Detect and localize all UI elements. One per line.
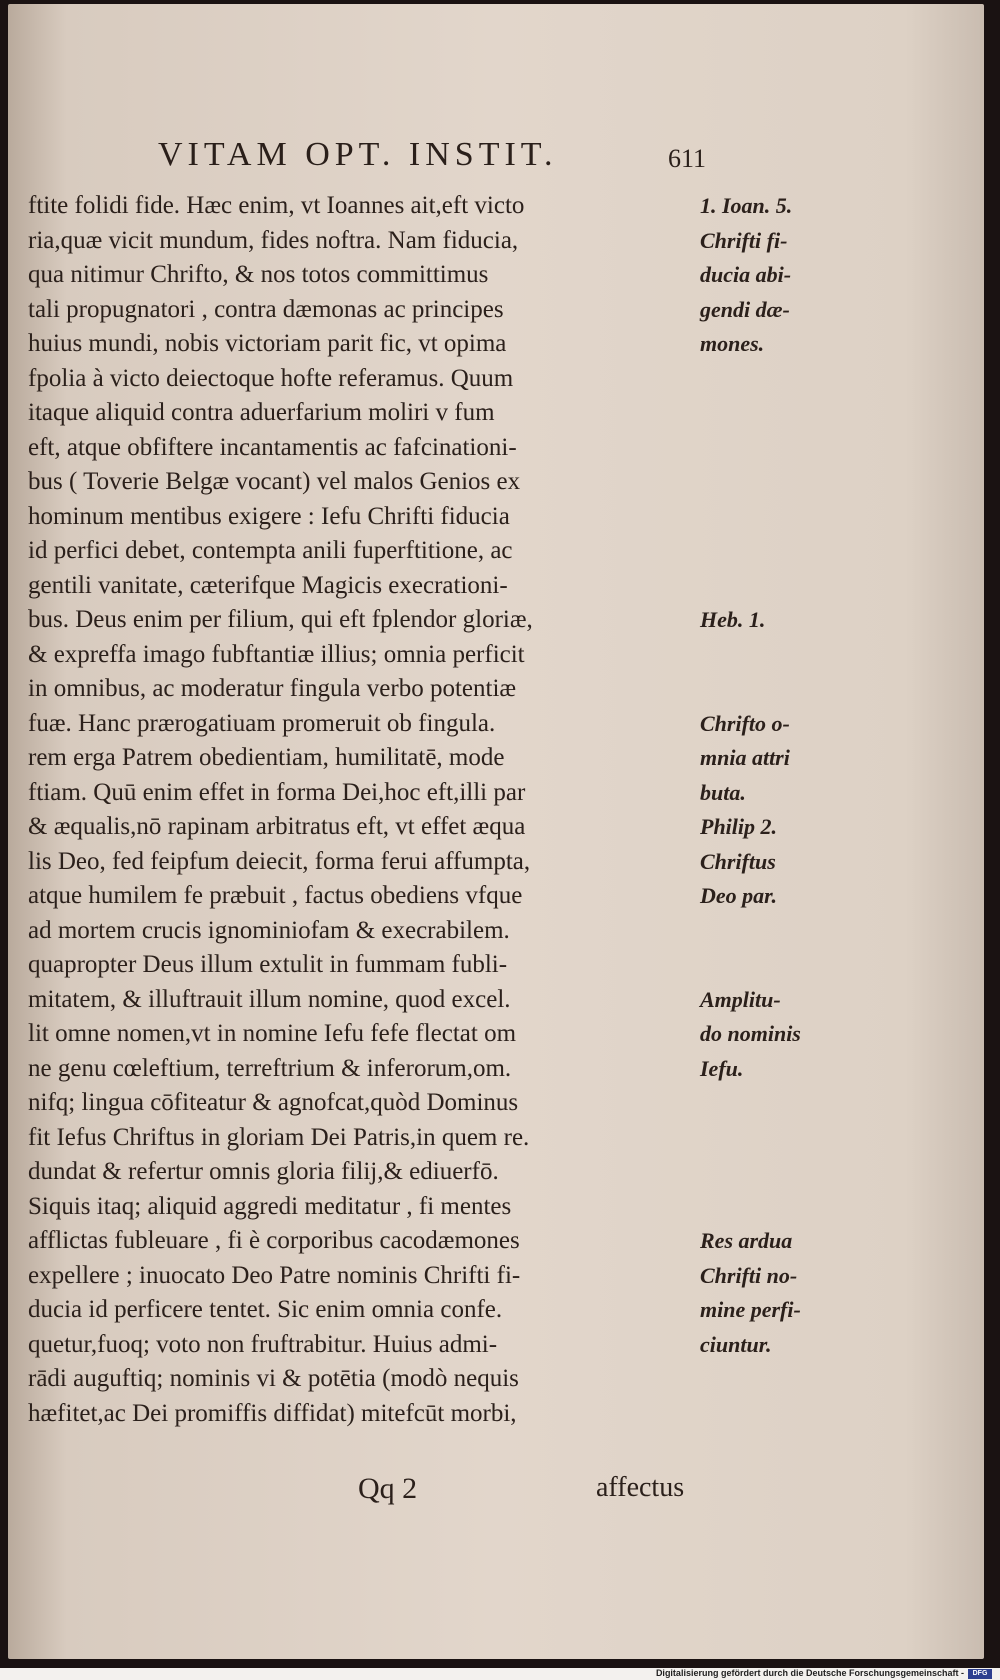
text-line: nifq; lingua cōfiteatur & agnofcat,quòd Dominus <box>28 1089 519 1116</box>
text-line: ne genu cœleftium, terreftrium & inferorum,om. <box>28 1054 512 1082</box>
text-line: & expreffa imago fubftantiæ illius; omnia perficit <box>28 640 525 668</box>
text-line: tali propugnatori , contra dæmonas ac principes <box>28 295 504 323</box>
text-line: id perfici debet, contempta anili fuperftitione, ac <box>28 537 513 564</box>
text-line: afflictas fubleuare , fi è corporibus cacodæmones <box>28 1227 520 1254</box>
marginal-note: ducia abi- <box>700 262 792 287</box>
text-line: bus. Deus enim per filium, qui eft fplendor gloriæ, <box>28 606 533 633</box>
text-line: lis Deo, fed feipfum deiecit, forma ferui affumpta, <box>28 847 531 875</box>
marginal-note: mnia attri <box>700 745 790 770</box>
text-line: bus ( Toverie Belgæ vocant) vel malos Genios ex <box>28 468 521 495</box>
text-line: ria,quæ vicit mundum, fides noftra. Nam fiducia, <box>28 226 519 254</box>
text-line: quapropter Deus illum extulit in fummam fubli- <box>28 951 508 978</box>
text-line: ad mortem crucis ignominiofam & execrabilem. <box>28 916 510 944</box>
signature-mark: Qq 2 <box>358 1472 418 1505</box>
marginal-note: do nominis <box>700 1021 801 1046</box>
marginal-note: buta. <box>700 779 746 805</box>
text-line: rem erga Patrem obedientiam, humilitatē, mode <box>28 744 505 771</box>
dfg-logo: DFG <box>968 1669 992 1679</box>
text-line: gentili vanitate, cæterifque Magicis execrationi- <box>28 571 508 599</box>
text-line: rādi auguftiq; nominis vi & potētia (modò nequis <box>28 1365 519 1392</box>
text-line: dundat & refertur omnis gloria filij,& ediuerfō. <box>28 1158 499 1185</box>
catchword: affectus <box>596 1472 685 1503</box>
digitization-footer <box>0 1668 1000 1680</box>
text-line: fit Iefus Chriftus in gloriam Dei Patris,in quem re. <box>28 1123 530 1151</box>
text-line: ftiam. Quū enim effet in forma Dei,hoc eft,illi par <box>28 778 526 806</box>
text-line: qua nitimur Chrifto, & nos totos committimus <box>28 261 489 288</box>
text-line: hominum mentibus exigere : Iefu Chrifti fiducia <box>28 502 510 530</box>
marginal-note: Chrifto o- <box>700 710 790 736</box>
marginal-note: ciuntur. <box>700 1331 772 1357</box>
marginal-note: mine perfi- <box>700 1297 801 1322</box>
text-line: & æqualis,nō rapinam arbitratus eft, vt effet æqua <box>28 813 526 840</box>
text-line: lit omne nomen,vt in nomine Iefu fefe flectat om <box>28 1020 517 1047</box>
marginal-note: Chrifti no- <box>700 1262 798 1288</box>
marginal-note: Chriftus <box>700 848 776 874</box>
marginal-note: gendi dæ- <box>700 296 790 322</box>
text-line: eft, atque obfiftere incantamentis ac fafcinationi- <box>28 433 517 461</box>
text-line: hæfitet,ac Dei promiffis diffidat) mitefcūt morbi, <box>28 1399 517 1427</box>
running-head: VITAM OPT. INSTIT. <box>158 136 558 173</box>
text-line: ftite folidi fide. Hæc enim, vt Ioannes ait,eft victo <box>28 192 525 219</box>
marginal-note: mones. <box>700 331 765 356</box>
text-line: in omnibus, ac moderatur fingula verbo potentiæ <box>28 675 517 702</box>
page-number: 611 <box>668 144 707 173</box>
text-line: mitatem, & illuftrauit illum nomine, quod excel. <box>28 985 511 1013</box>
text-line: quetur,fuoq; voto non fruftrabitur. Huius admi- <box>28 1330 498 1358</box>
text-line: itaque aliquid contra aduerfarium moliri v fum <box>28 399 495 426</box>
marginal-note: Res ardua <box>700 1228 793 1253</box>
footer-credit: Digitalisierung gefördert durch die Deutsche Forschungsgemeinschaft - <box>655 1668 964 1678</box>
text-line: ducia id perficere tentet. Sic enim omnia confe. <box>28 1296 503 1323</box>
text-line: fuæ. Hanc prærogatiuam promeruit ob fingula. <box>28 709 496 737</box>
text-line: huius mundi, nobis victoriam parit fic, vt opima <box>28 330 507 357</box>
text-line: atque humilem fe præbuit , factus obediens vfque <box>28 882 523 909</box>
body-text <box>28 189 708 1431</box>
text-line: fpolia à victo deiectoque hofte referamus. Quum <box>28 364 514 392</box>
text-line: Siquis itaq; aliquid aggredi meditatur , fi mentes <box>28 1192 512 1220</box>
marginal-note: Philip 2. <box>700 814 778 839</box>
marginal-note: Deo par. <box>700 883 777 908</box>
marginal-note: Chrifti fi- <box>700 227 788 253</box>
marginal-note: Iefu. <box>700 1055 744 1081</box>
marginal-note: 1. Ioan. 5. <box>700 193 793 218</box>
marginal-note: Heb. 1. <box>700 607 766 632</box>
text-line: expellere ; inuocato Deo Patre nominis Chrifti fi- <box>28 1261 521 1289</box>
book-page <box>8 4 984 1659</box>
marginal-note: Amplitu- <box>700 986 781 1012</box>
